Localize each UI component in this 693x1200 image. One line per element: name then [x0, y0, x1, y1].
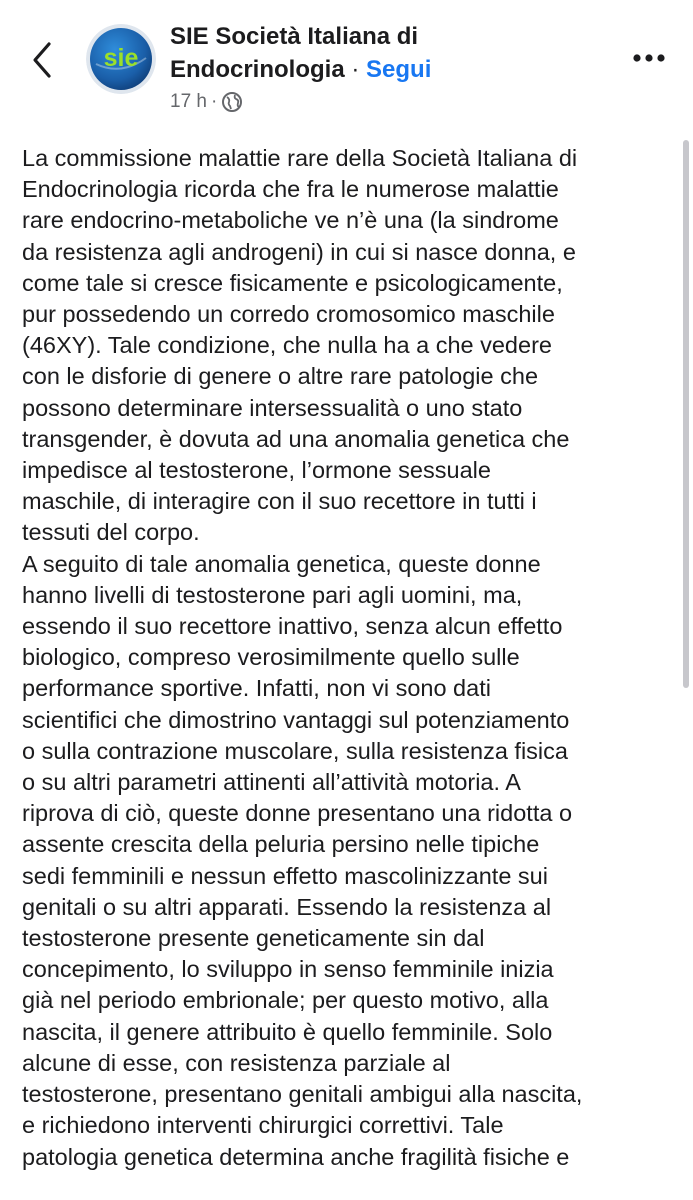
back-button[interactable]: [22, 38, 62, 82]
timestamp[interactable]: 17 h: [170, 91, 207, 112]
avatar[interactable]: [86, 24, 156, 94]
page-name-link[interactable]: SIE Società Italiana di Endocrinologia: [170, 23, 419, 83]
post-meta: [170, 91, 590, 113]
globe-icon: [221, 91, 243, 113]
sie-logo: [86, 24, 156, 94]
name-separator: ·: [351, 56, 360, 83]
scrollbar[interactable]: [683, 140, 689, 688]
avatar-text: sie: [103, 44, 139, 72]
post-text: La commissione malattie rare della Società Italiana di Endocrinologia ricorda che fra le numerose malattie rare endocrino-metaboliche ve n’è una (la sindrome da resistenza agli androgeni) in cui si nasce donna, e come tale si cresce fisicamente e psicologicamente, pur possedendo un corredo cromosomico maschile (46XY). Tale condizione, che nulla ha a che vedere con le disforie di genere o altre rare patologie che possono determinare intersessualità o uno stato transgender, è dovuta ad una anomalia genetica che impedisce al testosterone, l’ormone sessuale maschile, di interagire con il suo recettore in tutti i tessuti del corpo. A seguito di tale anomalia genetica, queste donne hanno livelli di testosterone pari agli uomini, ma, essendo il suo recettore inattivo, senza alcun effetto biologico, compreso verosimilmente quello sulle performance sportive. Infatti, non vi sono dati scientifici che dimostrino vantaggi sul potenziamento o sulla contrazione muscolare, sulla resistenza fisica o su altri parametri attinenti all’attività motoria. A riprova di ciò, queste donne presentano una ridotta o assente crescita della peluria persino nelle tipiche sedi femminili e nessun effetto mascolinizzante sui genitali o su altri apparati. Essendo la resistenza al testosterone presente geneticamente sin dal concepimento, lo sviluppo in senso femminile inizia già nel periodo embrionale; per questo motivo, alla nascita, il genere attribuito è quello femminile. Solo alcune di esse, con resistenza parziale al testosterone, presentano genitali ambigui alla nascita, e richiedono interventi chirurgici correttivi. Tale patologia genetica determina anche fragilità fisiche e: [22, 145, 583, 1170]
chevron-left-icon: [31, 41, 53, 79]
follow-button[interactable]: Segui: [366, 56, 432, 83]
meta-separator: ·: [210, 91, 218, 112]
page-title: [170, 20, 590, 86]
more-options-button[interactable]: [631, 46, 667, 70]
more-horizontal-icon: [632, 53, 666, 63]
post-header: [170, 20, 590, 113]
